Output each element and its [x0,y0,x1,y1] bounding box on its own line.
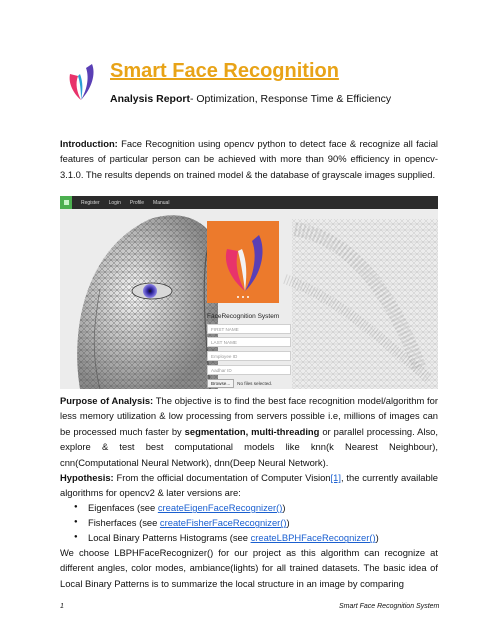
browse-button: Browse... [207,379,234,388]
employee-id-field: Employee ID [207,351,291,361]
algorithm-see: (see [134,502,158,513]
form-title: FaceRecognition System [207,313,280,320]
swirl-logo-icon [66,60,96,106]
app-swirl-logo-icon [207,221,279,303]
algorithm-list [74,500,379,546]
introduction-text: Face Recognition using opencv python to detect face & recognize all facial features of particular person can be achieved with more than 90% efficiency in opencv-3.1.0. The results depends on trained model & the database of grayscale images supplied. [60,138,438,180]
conclusion-paragraph: We choose LBPHFaceRecognizer() for our project as this algorithm can recognize at different angles, color modes, ambiance(lights) for all trained datasets. The basic idea of Local Binary Patterns is to summarize the local structure in an image by comparing [60,547,438,589]
hypothesis-paragraph [60,470,438,501]
purpose-bold-text: segmentation, multi-threading [184,425,320,437]
document-title: Smart Face Recognition [110,60,339,82]
purpose-paragraph [60,393,438,470]
purpose-text-1: The objective is to find the best face recognition model/algorithm for less memory utilization & low processing from servers possible i.e, millions of images can be processed much faster by [60,395,438,437]
introduction-paragraph [60,136,438,182]
file-upload-row [207,379,272,388]
file-status: No files selected. [237,381,273,386]
algorithm-close: ) [375,532,379,544]
app-screenshot [60,196,438,389]
aadhar-id-field: Aadhar ID [207,365,291,375]
reference-link[interactable]: [1] [330,472,341,483]
purpose-label: Purpose of Analysis: [60,395,154,406]
subtitle-rest: - Optimization, Response Time & Efficiency [189,93,392,105]
nav-item-login: Login [108,199,121,206]
document-subtitle [110,93,391,105]
introduction-label: Introduction: [60,138,118,149]
last-name-field: LAST NAME [207,337,291,347]
algorithm-close: ) [286,517,290,529]
list-item [74,500,379,515]
algorithm-close: ) [282,502,286,513]
hypothesis-text-1: From the official documentation of Computer Vision [113,472,331,483]
hypothesis-text-2: , the currently available algorithms for opencv2 & later versions are: [60,472,439,499]
app-navbar [60,196,438,209]
footer-title: Smart Face Recognition System [339,603,440,610]
hypothesis-label: Hypothesis: [60,472,114,483]
algorithm-name: Local Binary Patterns Histograms [88,532,228,544]
page-number: 1 [60,603,64,610]
algorithm-see: (see [227,532,251,544]
list-item [74,515,379,530]
home-icon [60,196,72,209]
list-item [74,530,379,545]
nav-item-manual: Manual [153,199,170,206]
algorithm-see: (see [136,517,160,529]
subtitle-bold: Analysis Report [110,93,190,105]
algorithm-name: Fisherfaces [88,517,137,529]
nav-item-profile: Profile [129,199,145,206]
fisherface-link[interactable]: createFisherFaceRecognizer() [159,517,287,529]
algorithm-name: Eigenfaces [88,502,135,513]
app-logo-panel [207,221,279,303]
first-name-field: FIRST NAME [207,324,291,334]
eigenface-link[interactable]: createEigenFaceRecognizer() [157,502,283,513]
lbph-link[interactable]: createLBPHFaceRecognizer() [250,532,376,544]
nav-item-register: Register [81,199,100,206]
purpose-text-2: or parallel processing. Also, explore & test best computational models like knn(k Nearest Neighbour), cnn(Computational Neural Network), dnn(Deep Neural Network). [60,425,438,468]
